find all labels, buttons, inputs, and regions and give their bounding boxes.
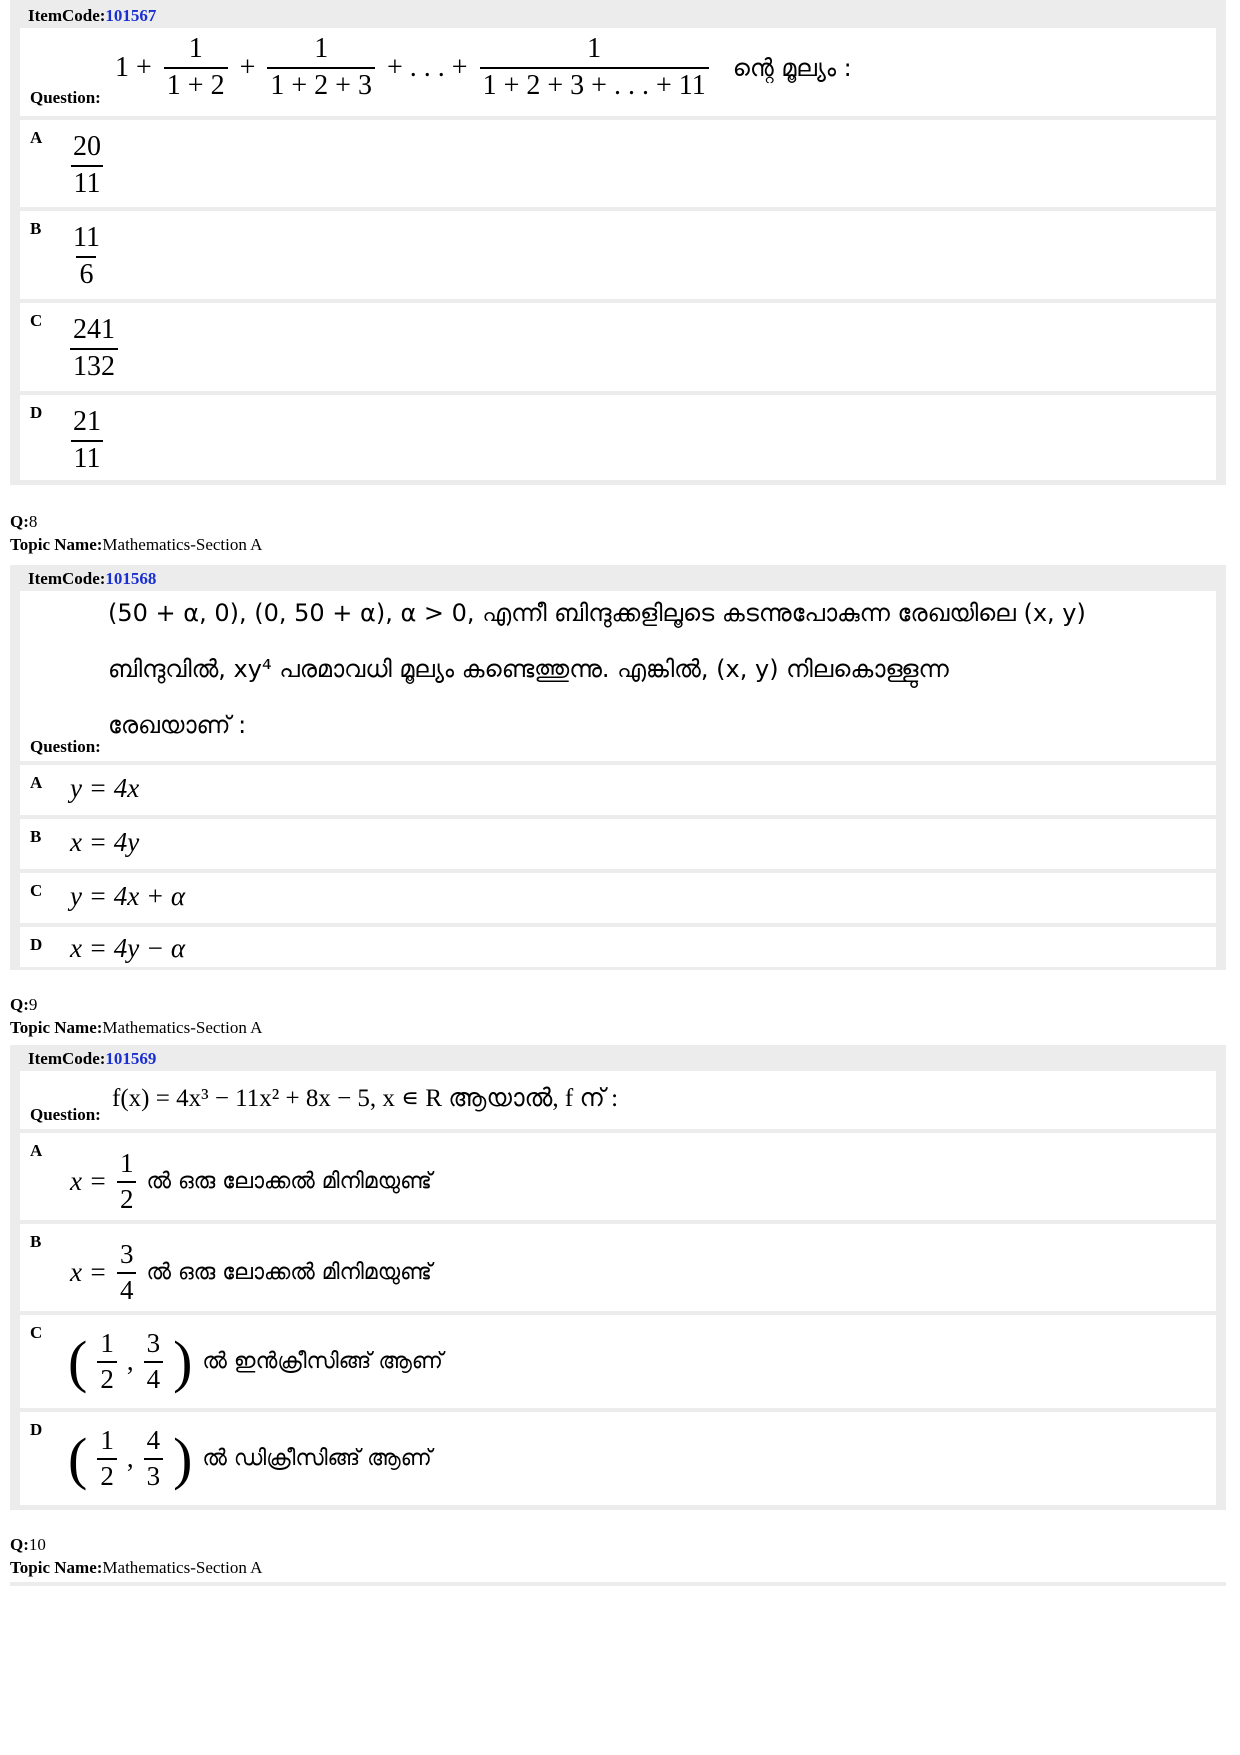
option-a[interactable]	[20, 120, 1216, 207]
question-line-1: (50 + α, 0), (0, 50 + α), α > 0, എന്നീ ബിന്ദുക്കളിലൂടെ കടന്നുപോകുന്ന രേഖയിലെ (x, y)	[108, 599, 1086, 627]
option-a[interactable]	[20, 1133, 1216, 1220]
option-fraction: $\frac{1}{2}$	[97, 1329, 117, 1394]
option-fraction: $\frac{3}{4}$	[117, 1240, 137, 1305]
divider	[10, 1582, 1226, 1586]
question-number: Q:9	[10, 995, 38, 1014]
option-fraction: $\frac{20}{11}$	[70, 132, 104, 200]
fraction: $\frac{1}{1 + 2 + 3 + . . . + 11}$	[480, 34, 709, 102]
option-letter: D	[30, 935, 43, 954]
question-row	[20, 591, 1216, 761]
option-letter: A	[30, 773, 43, 792]
item-code: 101569	[105, 1049, 157, 1068]
option-letter: D	[30, 1420, 43, 1439]
item-code-row: ItemCode:101569	[28, 1049, 157, 1068]
question-line-2: ബിന്ദുവിൽ, xy⁴ പരമാവധി മൂല്യം കണ്ടെത്തുന്നു. എങ്കിൽ, (x, y) നിലകൊള്ളുന്ന	[108, 655, 949, 683]
question-block-9	[10, 1045, 1226, 1510]
question-label: Question:	[30, 88, 101, 107]
option-text: x = 4y	[70, 827, 140, 857]
option-content	[52, 395, 1216, 480]
question-label: Question:	[30, 737, 101, 756]
item-code: 101568	[105, 569, 157, 588]
question-row	[20, 1071, 1216, 1129]
option-letter: C	[30, 311, 43, 330]
question-block-8	[10, 565, 1226, 970]
question-suffix: ന്റെ മൂല്യം :	[732, 53, 852, 82]
question-expression	[115, 34, 852, 102]
option-c[interactable]	[20, 303, 1216, 391]
option-text: x = 4y − α	[70, 933, 186, 963]
option-content: x = $\frac{3}{4}$ ൽ ഒരു ലോക്കൽ മിനിമയുണ്ട്	[70, 1239, 432, 1305]
option-content: ( $\frac{1}{2}$ , $\frac{4}{3}$ ) ൽ ഡിക്രീസിങ്ങ് ആണ്	[68, 1425, 432, 1491]
option-fraction: $\frac{4}{3}$	[144, 1426, 164, 1491]
option-letter: B	[30, 827, 42, 846]
option-fraction: $\frac{21}{11}$	[70, 407, 104, 475]
option-content: x = $\frac{1}{2}$ ൽ ഒരു ലോക്കൽ മിനിമയുണ്ട്	[70, 1148, 432, 1214]
question-line-3: രേഖയാണ് :	[108, 711, 247, 739]
topic-name: Topic Name:Mathematics-Section A	[10, 1558, 263, 1577]
item-code: 101567	[105, 6, 157, 25]
expr-dots: + . . . +	[386, 51, 468, 83]
option-letter: B	[30, 1232, 42, 1251]
option-fraction: $\frac{1}{2}$	[97, 1426, 117, 1491]
option-c[interactable]	[20, 1315, 1216, 1408]
item-code-row: ItemCode:101568	[28, 569, 157, 588]
option-content	[52, 303, 1216, 391]
question-text: f(x) = 4x³ − 11x² + 8x − 5, x ∊ R ആയാൽ, f ന് :	[112, 1085, 619, 1112]
option-d[interactable]	[20, 395, 1216, 480]
question-block-7	[10, 0, 1226, 485]
fraction: $\frac{1}{1 + 2}$	[164, 34, 228, 102]
option-b[interactable]	[20, 1224, 1216, 1311]
option-fraction: $\frac{241}{132}$	[70, 315, 118, 383]
option-content: ( $\frac{1}{2}$ , $\frac{3}{4}$ ) ൽ ഇൻക്രീസിങ്ങ് ആണ്	[68, 1328, 443, 1394]
option-content	[52, 211, 1216, 299]
option-b[interactable]	[20, 819, 1216, 869]
option-letter: B	[30, 219, 42, 238]
option-fraction: $\frac{1}{2}$	[117, 1149, 137, 1214]
item-code-row	[28, 6, 156, 26]
option-text: y = 4x	[70, 773, 140, 803]
item-code-label: ItemCode:	[28, 6, 106, 25]
question-row	[20, 28, 1216, 116]
option-fraction: $\frac{11}{6}$	[73, 222, 100, 290]
option-d[interactable]	[20, 927, 1216, 967]
expr-term: 1 +	[115, 51, 152, 83]
question-label: Question:	[30, 1105, 101, 1124]
topic-name: Topic Name:Mathematics-Section A	[10, 535, 263, 554]
expr-plus: +	[239, 51, 256, 83]
option-letter: C	[30, 1323, 43, 1342]
option-letter: A	[30, 128, 43, 147]
option-b[interactable]	[20, 211, 1216, 299]
option-c[interactable]	[20, 873, 1216, 923]
option-letter: C	[30, 881, 43, 900]
fraction: $\frac{1}{1 + 2 + 3}$	[267, 34, 375, 102]
topic-name: Topic Name:Mathematics-Section A	[10, 1018, 263, 1037]
question-number: Q:10	[10, 1535, 46, 1554]
option-a[interactable]	[20, 765, 1216, 815]
option-letter: D	[30, 403, 43, 422]
option-content	[52, 120, 1216, 207]
option-d[interactable]	[20, 1412, 1216, 1505]
option-letter: A	[30, 1141, 43, 1160]
option-fraction: $\frac{3}{4}$	[144, 1329, 164, 1394]
question-number: Q:8	[10, 512, 38, 531]
option-text: y = 4x + α	[70, 881, 186, 911]
